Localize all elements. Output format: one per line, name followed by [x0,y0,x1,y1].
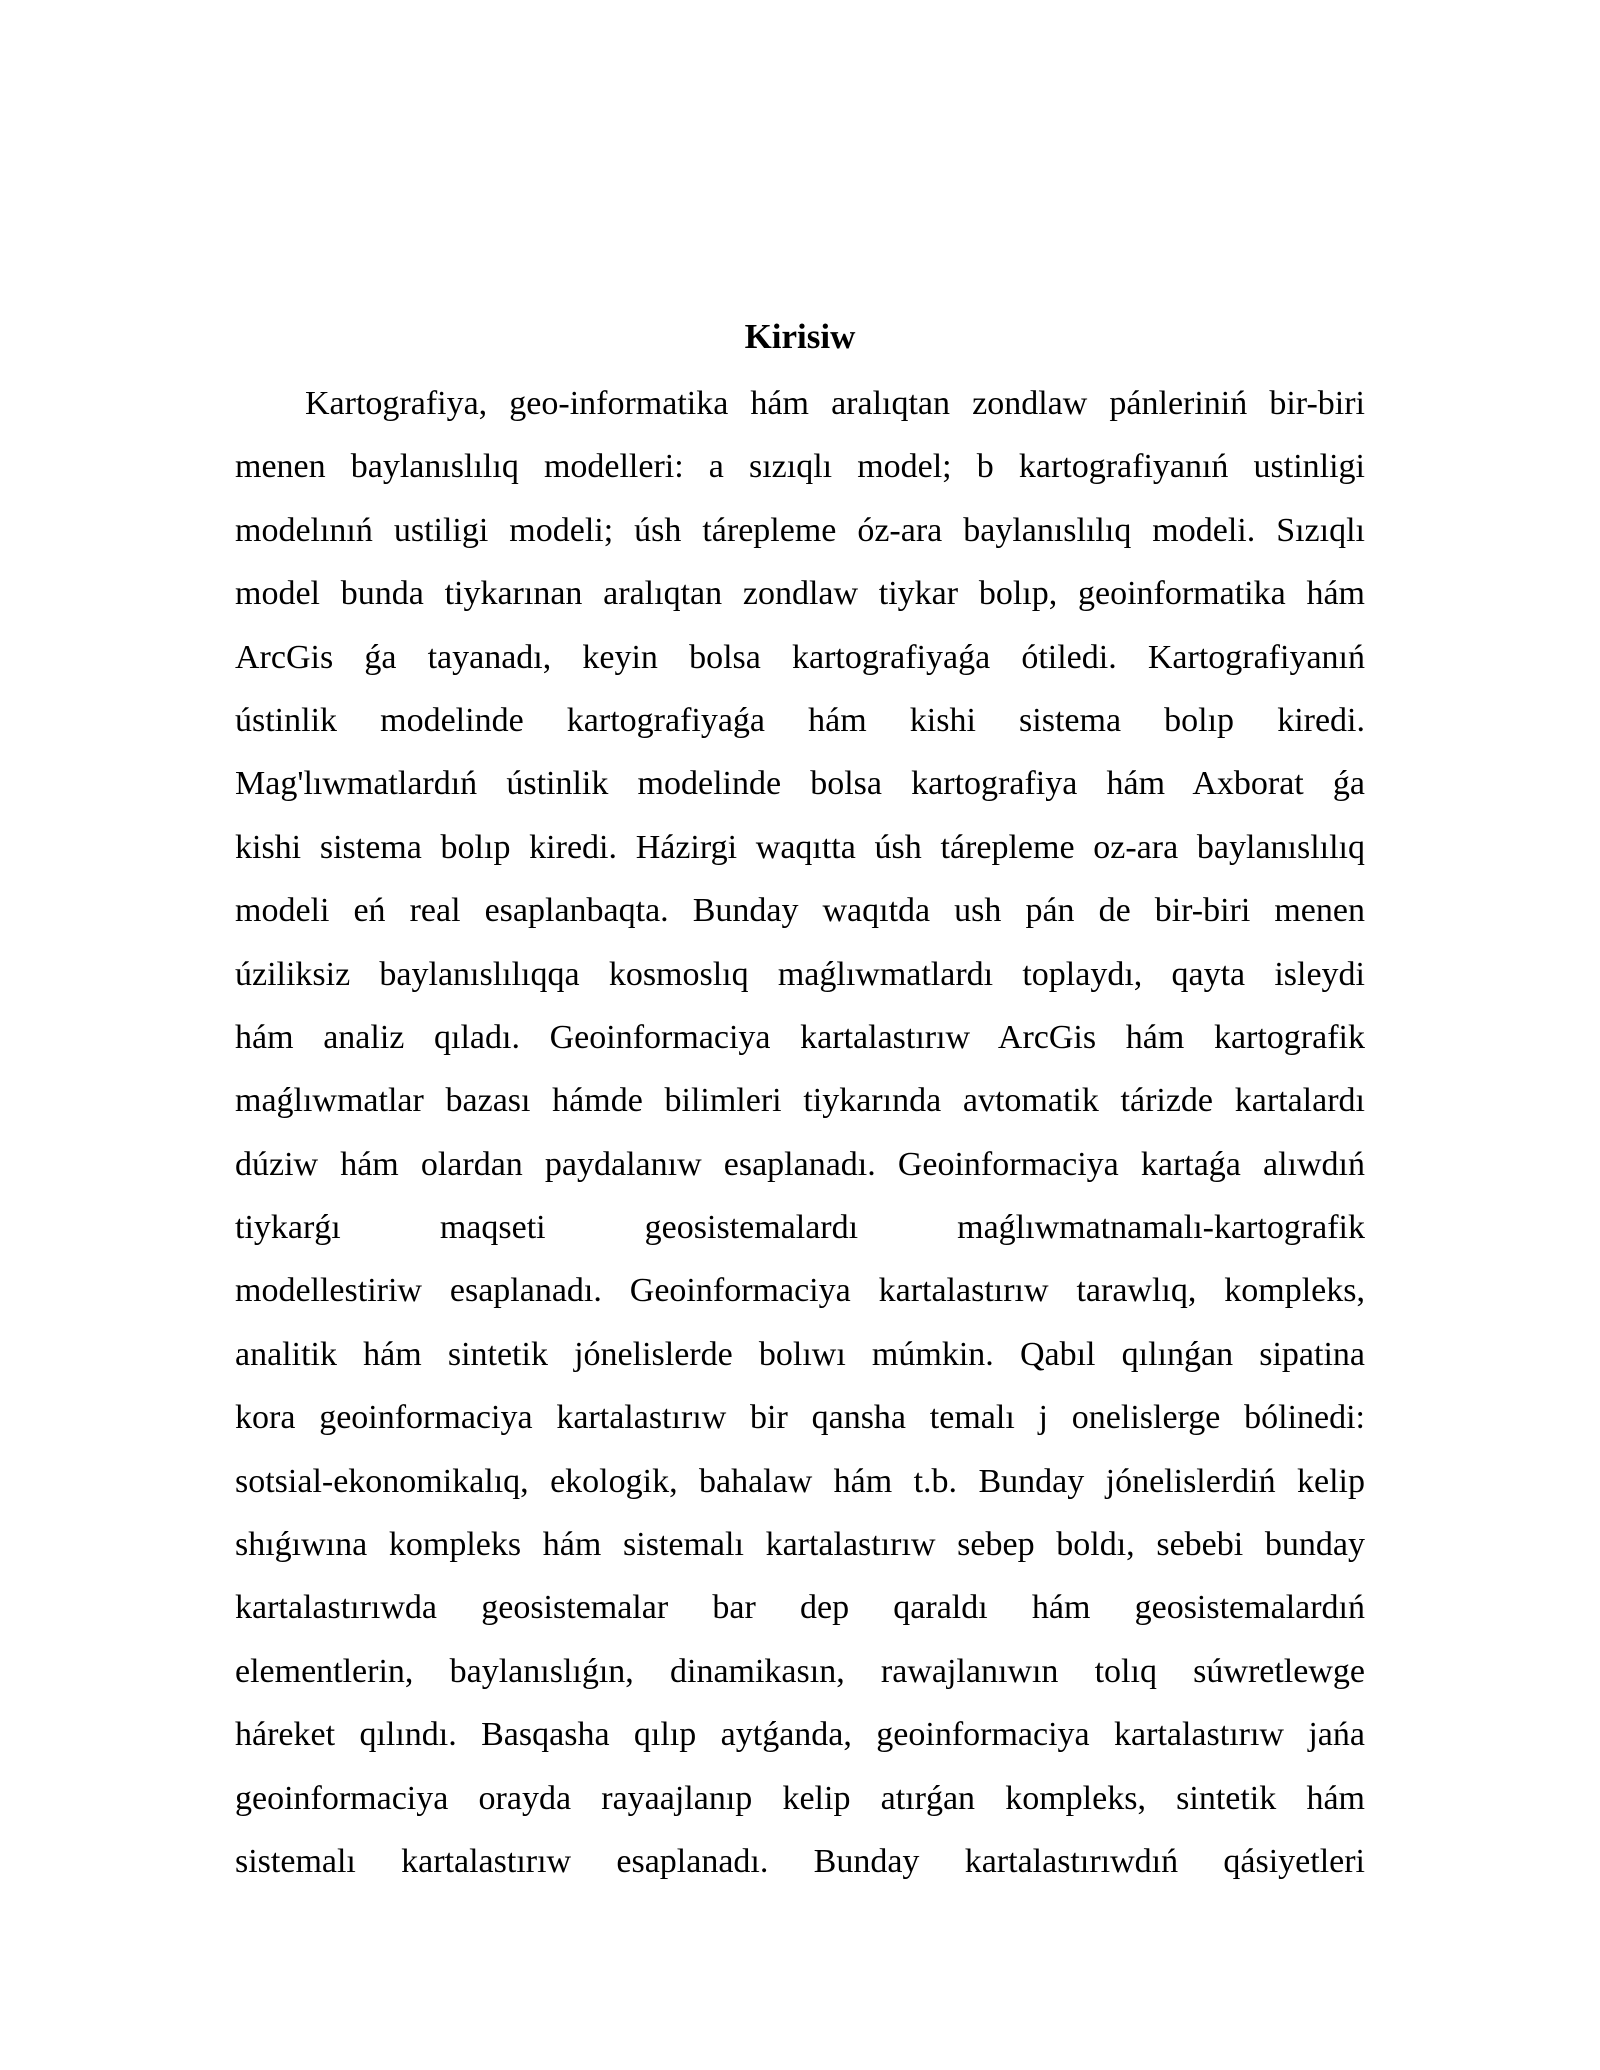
text-line: Mag'lıwmatlardıń ústinlik modelinde bolsa kartografiya hám Axborat ǵa [235,765,1365,803]
body-paragraph [235,372,1365,1893]
text-line: modeli eń real esaplanbaqta. Bunday waqıtda ush pán de bir-biri menen [235,892,1365,930]
text-line: tiykarǵı maqseti geosistemalardı maǵlıwmatnamalı-kartografik [235,1209,1365,1247]
page-title: Kirisiw [744,317,856,356]
text-line: maǵlıwmatlar bazası hámde bilimleri tiykarında avtomatik tárizde kartalardı [235,1082,1365,1120]
text-line: modellestiriw esaplanadı. Geoinformaciya kartalastırıw tarawlıq, kompleks, [235,1272,1365,1310]
text-line: geoinformaciya orayda rayaajlanıp kelip atırǵan kompleks, sintetik hám [235,1779,1365,1817]
text-line: sistemalı kartalastırıw esaplanadı. Bunday kartalastırıwdıń qásiyetleri [235,1842,1365,1880]
text-line: ArcGis ǵa tayanadı, keyin bolsa kartografiyaǵa ótiledi. Kartografiyanıń [235,638,1365,676]
text-line: shıǵıwına kompleks hám sistemalı kartalastırıw sebep boldı, sebebi bunday [235,1526,1365,1564]
text-line: háreket qılındı. Basqasha qılıp aytǵanda, geoinformaciya kartalastırıw jańa [235,1716,1365,1754]
text-line: hám analiz qıladı. Geoinformaciya kartalastırıw ArcGis hám kartografik [235,1018,1365,1056]
text-line: kartalastırıwda geosistemalar bar dep qaraldı hám geosistemalardıń [235,1589,1365,1627]
text-line: dúziw hám olardan paydalanıw esaplanadı. Geoinformaciya kartaǵa alıwdıń [235,1145,1365,1183]
text-line: modelınıń ustiligi modeli; úsh tárepleme óz-ara baylanıslılıq modeli. Sızıqlı [235,511,1365,549]
text-line: sotsial-ekonomikalıq, ekologik, bahalaw hám t.b. Bunday jónelislerdiń kelip [235,1462,1365,1500]
text-line: elementlerin, baylanıslıǵın, dinamikasın, rawajlanıwın tolıq súwretlewge [235,1652,1365,1690]
text-line: kishi sistema bolıp kiredi. Házirgi waqıtta úsh tárepleme oz-ara baylanıslılıq [235,828,1365,866]
text-line: kora geoinformaciya kartalastırıw bir qansha temalı j onelislerge bólinedi: [235,1399,1365,1437]
text-line: Kartografiya, geo-informatika hám aralıqtan zondlaw pánleriniń bir-biri [305,385,1365,422]
text-line: menen baylanıslılıq modelleri: a sızıqlı model; b kartografiyanıń ustinligi [235,448,1365,486]
text-line: model bunda tiykarınan aralıqtan zondlaw tiykar bolıp, geoinformatika hám [235,575,1365,613]
text-line: ústinlik modelinde kartografiyaǵa hám kishi sistema bolıp kiredi. [235,701,1365,739]
text-line: analitik hám sintetik jónelislerde bolıwı múmkin. Qabıl qılınǵan sipatina [235,1335,1365,1373]
text-line: úziliksiz baylanıslılıqqa kosmoslıq maǵlıwmatlardı toplaydı, qayta isleydi [235,955,1365,993]
